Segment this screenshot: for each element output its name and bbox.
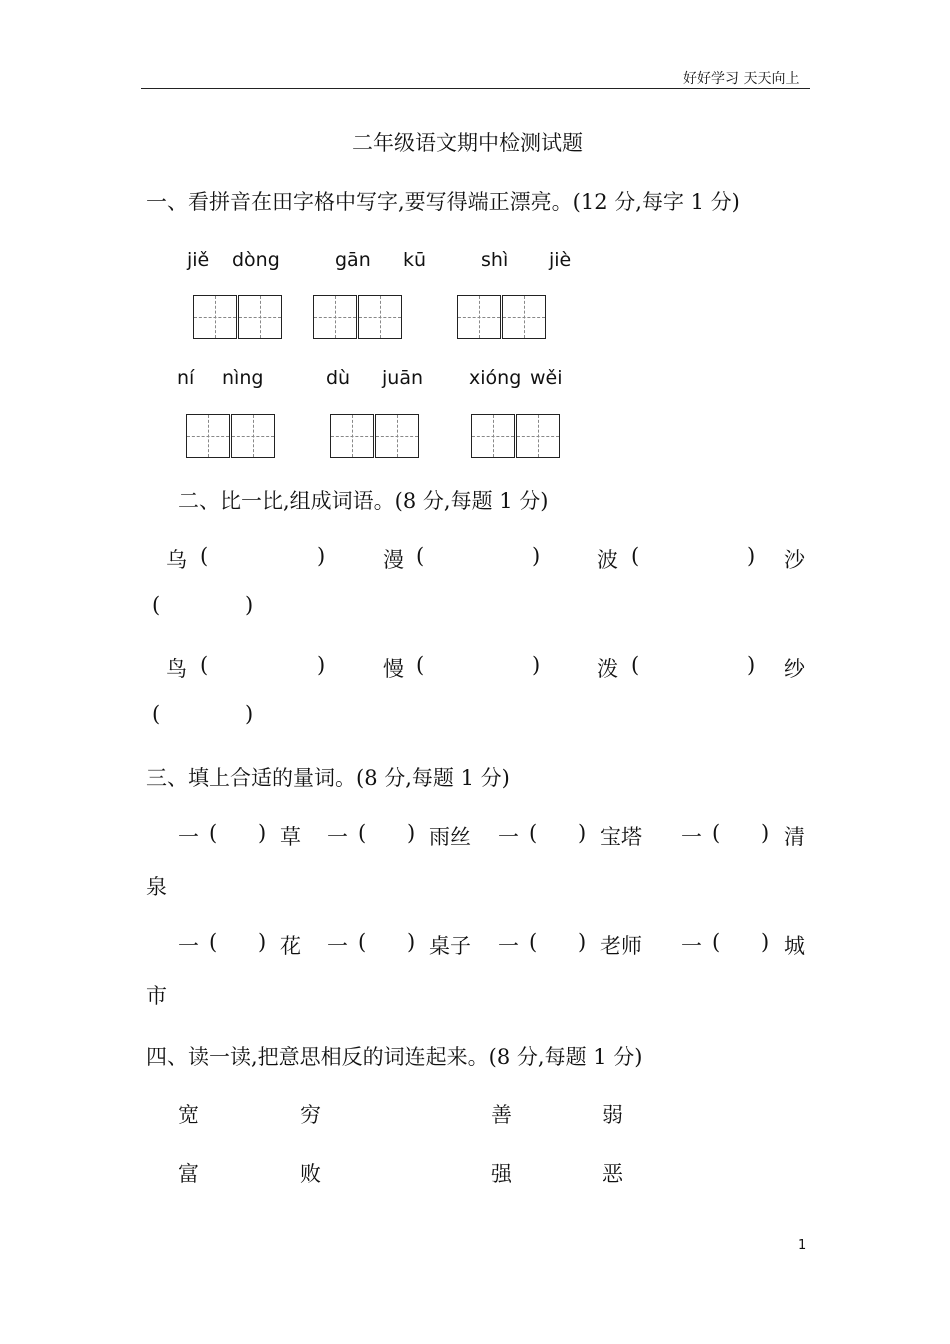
paren-close: ) [578,930,587,954]
header-divider [141,88,810,89]
pinyin: xióng [469,367,522,389]
compare-char: 乌 [166,548,187,572]
paren-open: ( [358,930,367,954]
paren-close: ) [258,821,267,845]
paren-open: ( [209,930,218,954]
writing-grid-box[interactable] [313,295,357,339]
writing-grid-box[interactable] [330,414,374,458]
pinyin: ní [177,367,195,389]
paren-open: ( [152,702,161,726]
compare-char: 沙 [784,548,805,572]
antonym-word[interactable]: 富 [178,1162,199,1186]
measure-noun: 草 [280,825,301,849]
pinyin: wěi [530,367,563,389]
compare-char: 慢 [383,657,404,681]
antonym-word[interactable]: 恶 [602,1162,623,1186]
section4-heading: 四、读一读,把意思相反的词连起来。(8 分,每题 1 分) [146,1045,643,1069]
page-title: 二年级语文期中检测试题 [352,131,583,155]
measure-noun-wrap: 市 [146,984,167,1008]
writing-grid-box[interactable] [502,295,546,339]
pinyin: jiě [187,249,210,271]
compare-char: 泼 [597,657,618,681]
measure-one: 一 [681,934,702,958]
paren-open: ( [200,544,209,568]
antonym-word[interactable]: 善 [491,1103,512,1127]
paren-close: ) [407,930,416,954]
paren-open: ( [416,653,425,677]
measure-one: 一 [681,825,702,849]
writing-grid-box[interactable] [375,414,419,458]
writing-grid-box[interactable] [193,295,237,339]
paren-close: ) [578,821,587,845]
measure-noun: 清 [784,825,805,849]
paren-close: ) [317,544,326,568]
paren-open: ( [712,930,721,954]
measure-one: 一 [498,825,519,849]
measure-one: 一 [178,934,199,958]
measure-one: 一 [178,825,199,849]
paren-close: ) [761,821,770,845]
pinyin: gān [335,249,371,271]
paren-close: ) [532,653,541,677]
pinyin: dù [326,367,351,389]
paren-open: ( [152,593,161,617]
measure-noun: 老师 [600,934,642,958]
paren-close: ) [317,653,326,677]
section3-heading: 三、填上合适的量词。(8 分,每题 1 分) [146,766,510,790]
paren-close: ) [245,593,254,617]
measure-noun-wrap: 泉 [146,875,167,899]
measure-noun: 雨丝 [429,825,471,849]
antonym-word[interactable]: 弱 [602,1103,623,1127]
paren-close: ) [407,821,416,845]
measure-one: 一 [327,825,348,849]
paren-open: ( [529,930,538,954]
measure-noun: 桌子 [429,934,471,958]
antonym-word[interactable]: 败 [300,1162,321,1186]
paren-open: ( [200,653,209,677]
pinyin: shì [481,249,509,271]
paren-close: ) [747,653,756,677]
paren-close: ) [245,702,254,726]
header-motto: 好好学习 天天向上 [683,71,800,87]
measure-noun: 花 [280,934,301,958]
paren-close: ) [761,930,770,954]
compare-char: 纱 [784,657,805,681]
writing-grid-box[interactable] [471,414,515,458]
pinyin: jiè [549,249,572,271]
paren-close: ) [532,544,541,568]
measure-one: 一 [498,934,519,958]
antonym-word[interactable]: 强 [491,1162,512,1186]
paren-open: ( [416,544,425,568]
pinyin: dòng [232,249,280,271]
measure-noun: 宝塔 [600,825,642,849]
paren-open: ( [358,821,367,845]
writing-grid-box[interactable] [186,414,230,458]
page-number: 1 [798,1238,807,1253]
paren-open: ( [209,821,218,845]
pinyin: nìng [222,367,264,389]
section1-heading: 一、看拼音在田字格中写字,要写得端正漂亮。(12 分,每字 1 分) [146,190,740,214]
writing-grid-box[interactable] [457,295,501,339]
writing-grid-box[interactable] [516,414,560,458]
section2-heading: 二、比一比,组成词语。(8 分,每题 1 分) [178,489,549,513]
pinyin: juān [382,367,424,389]
antonym-word[interactable]: 宽 [178,1103,199,1127]
pinyin: kū [403,249,427,271]
measure-noun: 城 [784,934,805,958]
paren-close: ) [747,544,756,568]
paren-close: ) [258,930,267,954]
compare-char: 鸟 [166,657,187,681]
paren-open: ( [631,653,640,677]
paren-open: ( [712,821,721,845]
writing-grid-box[interactable] [238,295,282,339]
paren-open: ( [631,544,640,568]
measure-one: 一 [327,934,348,958]
antonym-word[interactable]: 穷 [300,1103,321,1127]
paren-open: ( [529,821,538,845]
writing-grid-box[interactable] [231,414,275,458]
writing-grid-box[interactable] [358,295,402,339]
compare-char: 漫 [383,548,404,572]
compare-char: 波 [597,548,618,572]
